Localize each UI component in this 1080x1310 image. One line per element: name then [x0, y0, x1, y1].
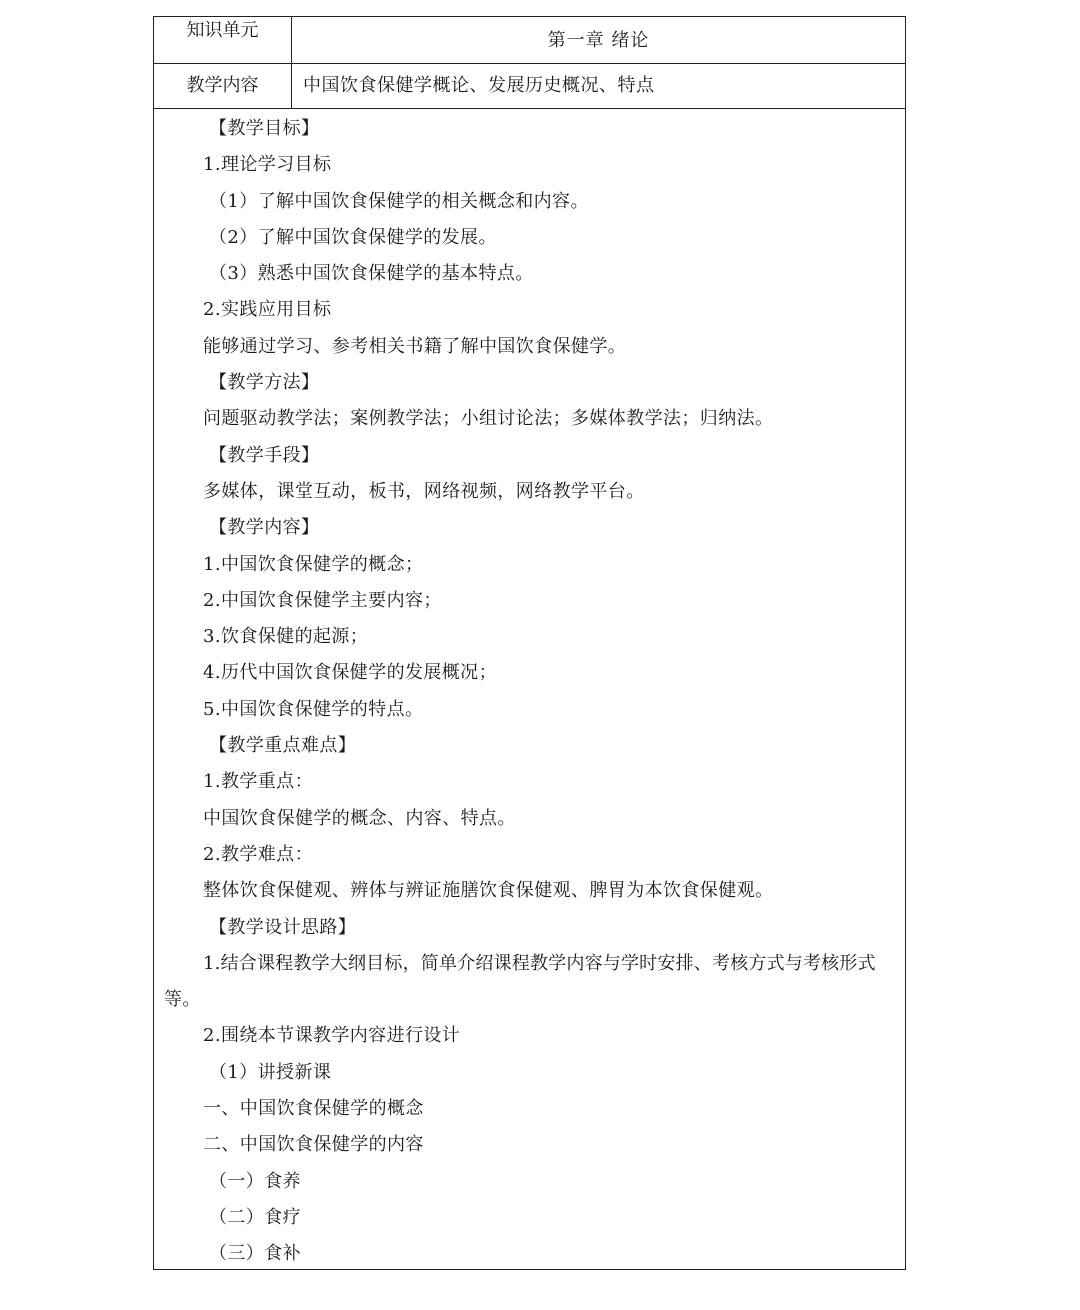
practice-goal-text: 能够通过学习、参考相关书籍了解中国饮食保健学。	[203, 335, 627, 357]
lesson-plan-table	[153, 16, 906, 1270]
objectives-heading: 【教学目标】	[209, 118, 320, 139]
theory-goal-item: （1）了解中国饮食保健学的相关概念和内容。	[209, 190, 589, 212]
methods-heading: 【教学方法】	[209, 372, 320, 394]
design-item-1: 1.结合课程教学大纲目标，简单介绍课程教学内容与学时安排、考核方式与考核形式	[203, 952, 876, 974]
theory-goal-title: 1.理论学习目标	[203, 154, 332, 176]
difficult-points-title: 2.教学难点：	[203, 843, 313, 865]
lesson-body-cell	[154, 111, 905, 1269]
means-heading: 【教学手段】	[209, 444, 320, 466]
theory-goal-item: （2）了解中国饮食保健学的发展。	[209, 226, 497, 248]
outline-section: 一、中国饮食保健学的概念	[203, 1098, 424, 1120]
outline-section: 二、中国饮食保健学的内容	[203, 1134, 424, 1156]
design-sub-item: （1）讲授新课	[209, 1061, 332, 1083]
content-item: 4.历代中国饮食保健学的发展概况；	[203, 662, 497, 684]
design-heading: 【教学设计思路】	[209, 916, 357, 938]
practice-goal-title: 2.实践应用目标	[203, 299, 332, 321]
content-heading: 【教学内容】	[209, 517, 320, 539]
knowledge-unit-row	[154, 17, 905, 64]
content-item: 1.中国饮食保健学的概念；	[203, 553, 424, 575]
key-points-title: 1.教学重点：	[203, 771, 313, 793]
outline-subsection: （一）食养	[209, 1170, 301, 1192]
means-text: 多媒体，课堂互动，板书，网络视频，网络教学平台。	[203, 480, 645, 502]
difficult-points-text: 整体饮食保健观、辨体与辨证施膳饮食保健观、脾胃为本饮食保健观。	[203, 880, 774, 902]
outline-subsection: （二）食疗	[209, 1206, 301, 1228]
teaching-content-label: 教学内容	[154, 64, 292, 108]
outline-subsection: （三）食补	[209, 1243, 301, 1265]
key-points-text: 中国饮食保健学的概念、内容、特点。	[203, 807, 516, 829]
knowledge-unit-label: 知识单元	[154, 17, 292, 63]
content-item: 2.中国饮食保健学主要内容；	[203, 589, 442, 611]
content-item: 3.饮食保健的起源；	[203, 626, 369, 648]
teaching-content-value: 中国饮食保健学概论、发展历史概况、特点	[303, 75, 655, 96]
design-item-1-continuation: 等。	[164, 989, 201, 1011]
key-difficult-heading: 【教学重点难点】	[209, 735, 357, 757]
theory-goal-item: （3）熟悉中国饮食保健学的基本特点。	[209, 263, 534, 285]
methods-text: 问题驱动教学法；案例教学法；小组讨论法；多媒体教学法；归纳法。	[203, 408, 774, 430]
content-item: 5.中国饮食保健学的特点。	[203, 698, 424, 720]
teaching-content-row	[154, 64, 905, 109]
design-item-2: 2.围绕本节课教学内容进行设计	[203, 1025, 461, 1047]
knowledge-unit-value: 第一章 绪论	[547, 30, 650, 51]
